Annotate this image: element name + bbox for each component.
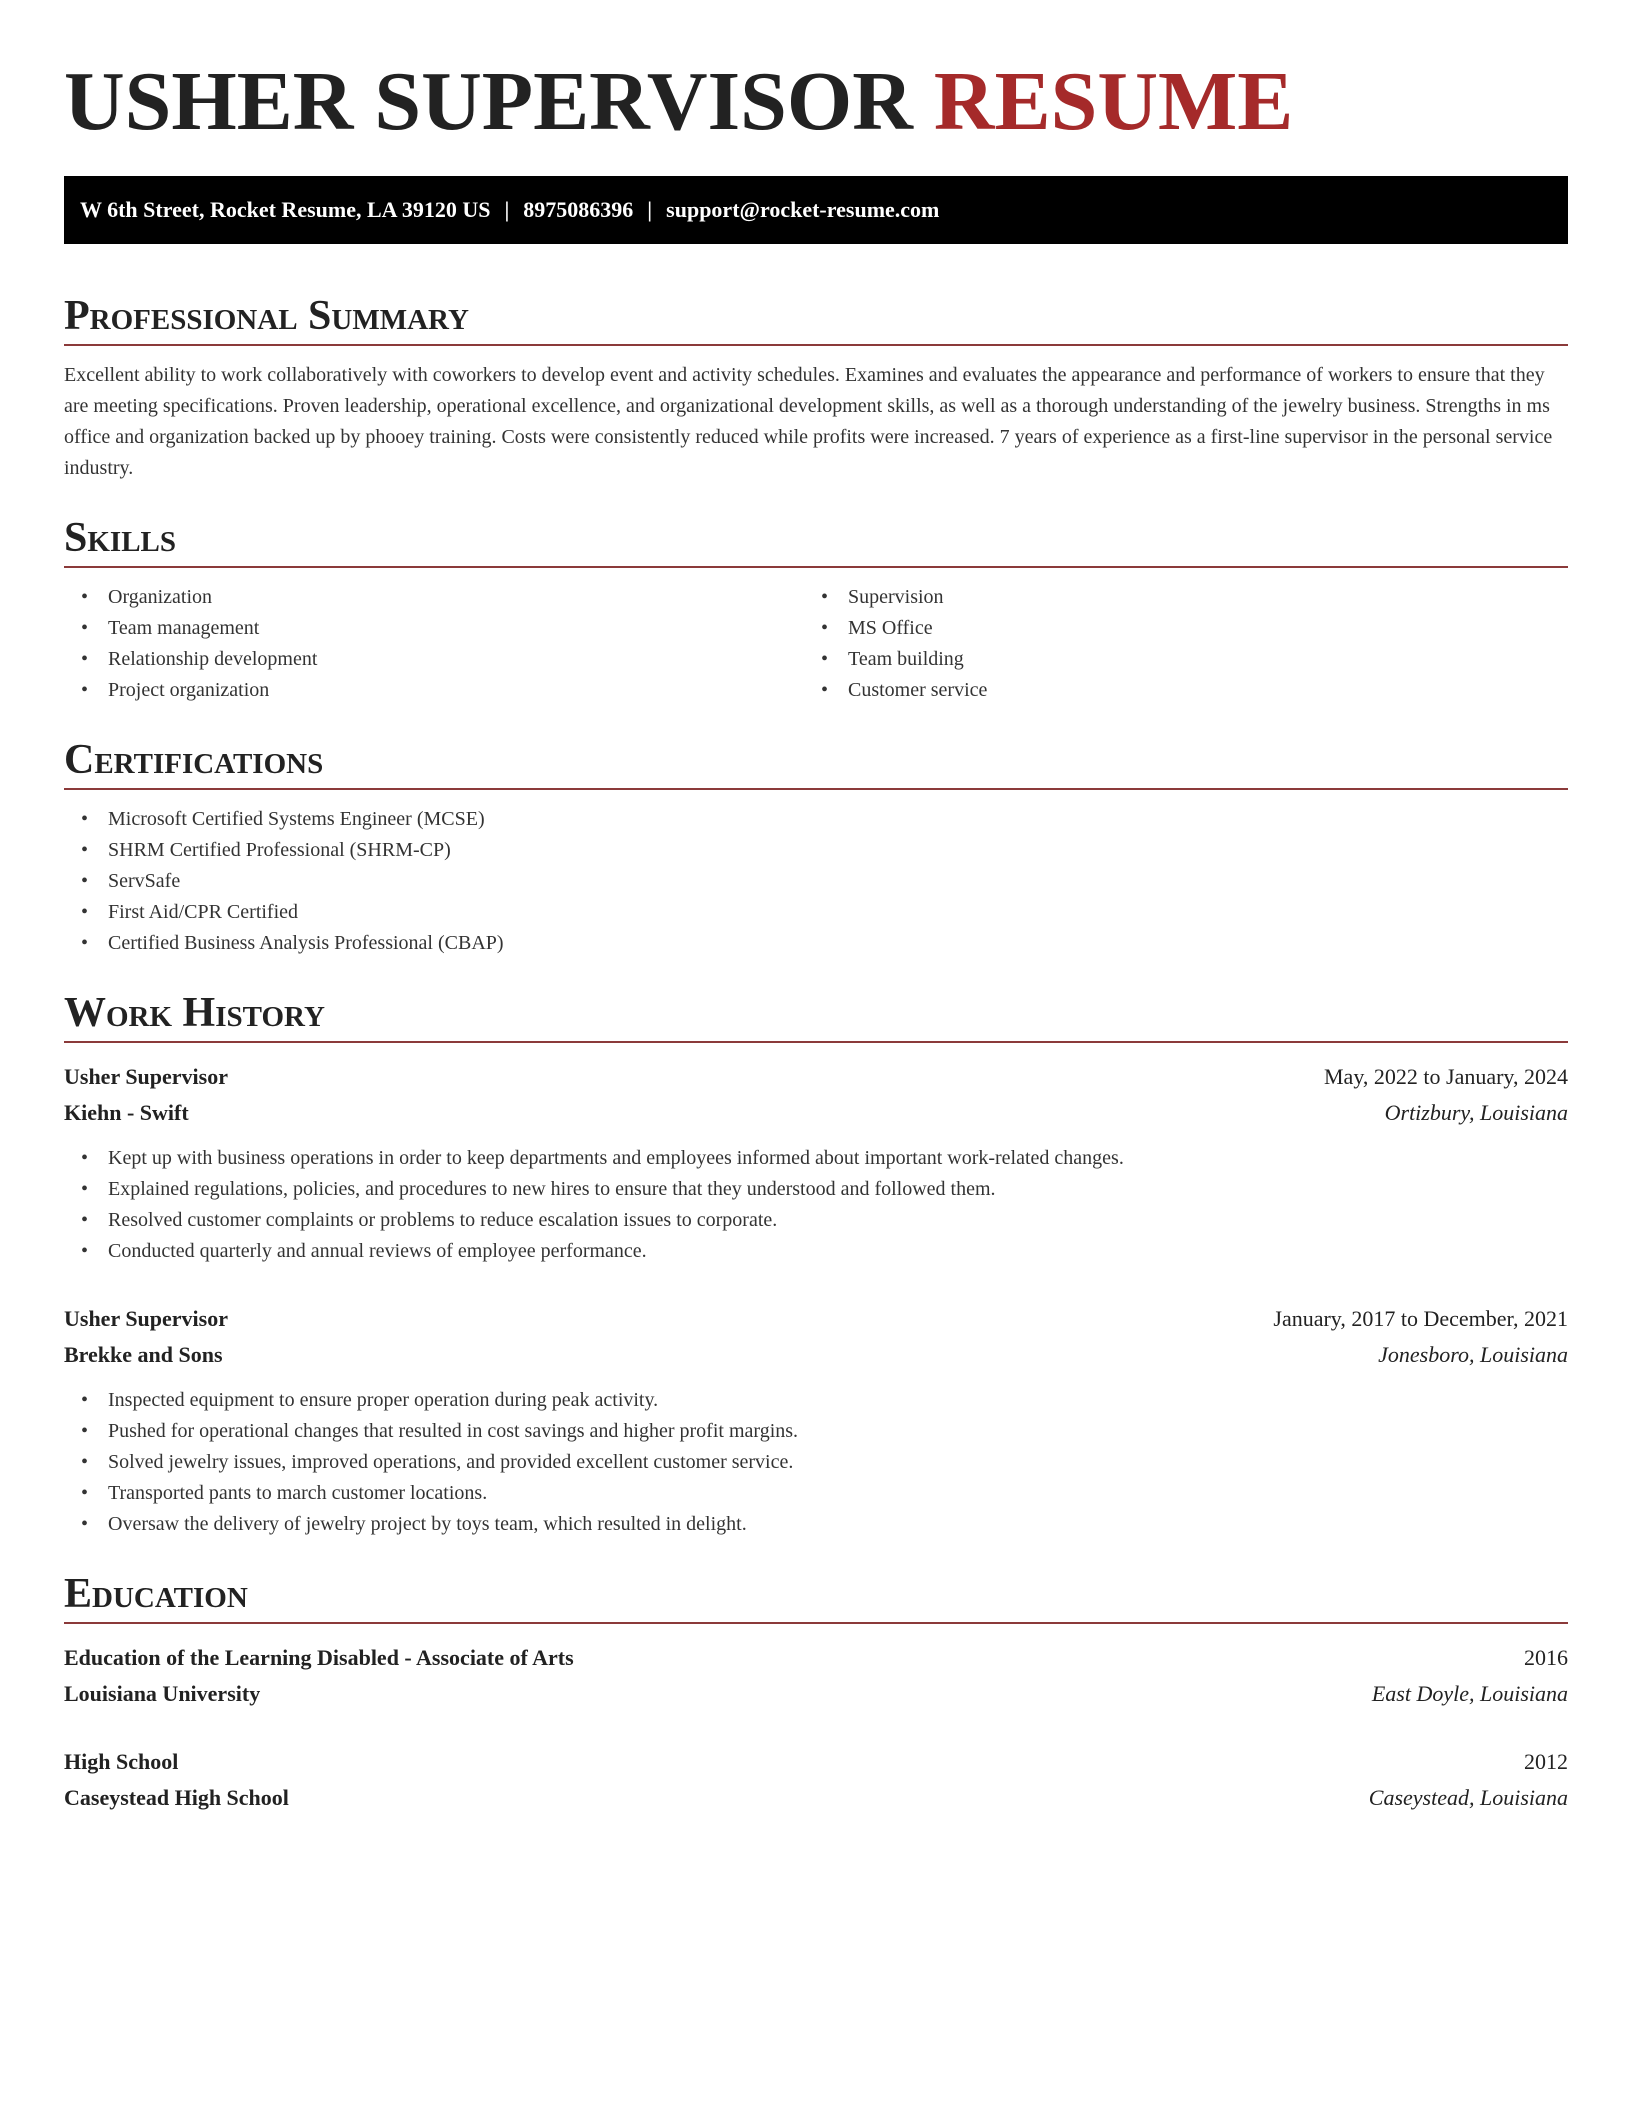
job-location: Ortizbury, Louisiana: [1384, 1100, 1568, 1125]
section-divider: [64, 1622, 1568, 1624]
certification-item: ServSafe: [108, 870, 181, 892]
list-item: • Project organization: [81, 679, 270, 701]
skill-item: Supervision: [848, 586, 944, 608]
skill-item: Customer service: [848, 679, 988, 701]
education-degree: Education of the Learning Disabled - Associate of Arts: [64, 1645, 574, 1670]
job-bullets: [64, 1385, 1568, 1540]
job-title: Usher Supervisor: [64, 1306, 228, 1331]
certification-item: First Aid/CPR Certified: [108, 901, 299, 923]
certification-item: SHRM Certified Professional (SHRM-CP): [108, 839, 451, 861]
skills-column-left: [64, 582, 804, 706]
list-item: • Conducted quarterly and annual reviews of employee performance.: [81, 1240, 647, 1262]
job-entry: [64, 1059, 1568, 1267]
job-bullets: [64, 1143, 1568, 1267]
education-school: Louisiana University: [64, 1681, 261, 1706]
list-item: • Pushed for operational changes that resulted in cost savings and higher profit margins.: [81, 1420, 799, 1442]
list-item: • Customer service: [821, 679, 988, 701]
contact-address: W 6th Street, Rocket Resume, LA 39120 US: [80, 197, 491, 222]
list-item: • Certified Business Analysis Professional (CBAP): [81, 932, 504, 954]
education-header-row: [64, 1744, 1568, 1780]
job-location: Jonesboro, Louisiana: [1378, 1342, 1568, 1367]
section-divider: [64, 344, 1568, 346]
job-bullet: Transported pants to march customer locations.: [108, 1482, 488, 1504]
education-location: East Doyle, Louisiana: [1371, 1681, 1568, 1706]
education-year: 2012: [1524, 1749, 1568, 1774]
education-entry: [64, 1744, 1568, 1816]
section-heading-education: Education: [64, 1571, 248, 1617]
skills-list: [64, 568, 1568, 706]
job-dates: January, 2017 to December, 2021: [1273, 1306, 1568, 1331]
job-bullet: Resolved customer complaints or problems to reduce escalation issues to corporate.: [108, 1209, 778, 1231]
list-item: • Microsoft Certified Systems Engineer (MCSE): [81, 808, 485, 830]
list-item: • Relationship development: [81, 648, 318, 670]
section-divider: [64, 1041, 1568, 1043]
section-heading-summary: Professional Summary: [64, 293, 469, 339]
section-heading-skills: Skills: [64, 515, 177, 561]
list-item: • Explained regulations, policies, and procedures to new hires to ensure that they understood and followed them.: [81, 1178, 996, 1200]
job-title: Usher Supervisor: [64, 1064, 228, 1089]
list-item: • First Aid/CPR Certified: [81, 901, 299, 923]
resume-page: [64, 0, 1568, 1816]
resume-title: [64, 0, 1568, 146]
certifications-list: [64, 804, 1568, 959]
job-company-row: [64, 1095, 1568, 1131]
list-item: • Resolved customer complaints or problems to reduce escalation issues to corporate.: [81, 1209, 778, 1231]
skill-item: MS Office: [848, 617, 933, 639]
list-item: • Transported pants to march customer locations.: [81, 1482, 488, 1504]
job-header-row: [64, 1059, 1568, 1095]
contact-bar: [64, 176, 1568, 244]
job-bullet: Conducted quarterly and annual reviews of employee performance.: [108, 1240, 647, 1262]
section-divider: [64, 788, 1568, 790]
contact-phone: 8975086396: [523, 197, 634, 222]
contact-separator: |: [504, 197, 510, 222]
section-heading-certifications: Certifications: [64, 737, 324, 783]
list-item: • SHRM Certified Professional (SHRM-CP): [81, 839, 451, 861]
list-item: • Oversaw the delivery of jewelry project by toys team, which resulted in delight.: [81, 1513, 747, 1535]
job-company-row: [64, 1337, 1568, 1373]
job-bullet: Solved jewelry issues, improved operations, and provided excellent customer service.: [108, 1451, 794, 1473]
job-bullet: Pushed for operational changes that resulted in cost savings and higher profit margins.: [108, 1420, 799, 1442]
section-heading-work-history: Work History: [64, 990, 325, 1036]
skill-item: Project organization: [108, 679, 270, 701]
education-school-row: [64, 1780, 1568, 1816]
skill-item: Relationship development: [108, 648, 318, 670]
skill-item: Organization: [108, 586, 213, 608]
list-item: • Team management: [81, 617, 260, 639]
job-entry: [64, 1301, 1568, 1540]
job-company: Brekke and Sons: [64, 1342, 223, 1367]
contact-separator: |: [647, 197, 653, 222]
job-bullet: Inspected equipment to ensure proper operation during peak activity.: [108, 1389, 659, 1411]
job-header-row: [64, 1301, 1568, 1337]
skill-item: Team management: [108, 617, 260, 639]
list-item: • Organization: [81, 586, 213, 608]
job-bullet: Kept up with business operations in order to keep departments and employees informed about important work-related changes.: [108, 1147, 1124, 1169]
job-dates: May, 2022 to January, 2024: [1324, 1064, 1568, 1089]
education-year: 2016: [1524, 1645, 1568, 1670]
list-item: • Kept up with business operations in order to keep departments and employees informed about important work-related changes.: [81, 1147, 1124, 1169]
summary-text: Excellent ability to work collaboratively with coworkers to develop event and activity schedules. Examines and evaluates the appearance and performance of workers to ensure that they are meeting specifications. Proven leadership, operational excellence, and organizational development skills, as well as a thorough understanding of the jewelry business. Strengths in ms office and organization backed up by phooey training. Costs were consistently reduced while profits were increased. 7 years of experience as a first-line supervisor in the personal service industry.: [64, 364, 1553, 479]
list-item: • ServSafe: [81, 870, 181, 892]
list-item: • Supervision: [821, 586, 944, 608]
education-location: Caseystead, Louisiana: [1368, 1785, 1568, 1810]
list-item: • Inspected equipment to ensure proper operation during peak activity.: [81, 1389, 659, 1411]
list-item: • Team building: [821, 648, 964, 670]
job-bullet: Explained regulations, policies, and procedures to new hires to ensure that they understood and followed them.: [108, 1178, 996, 1200]
list-item: • MS Office: [821, 617, 933, 639]
contact-email: support@rocket-resume.com: [666, 197, 940, 222]
title-accent: RESUME: [933, 55, 1294, 148]
certification-item: Certified Business Analysis Professional (CBAP): [108, 932, 504, 954]
skills-column-right: [804, 582, 1544, 706]
education-degree: High School: [64, 1749, 179, 1774]
list-item: • Solved jewelry issues, improved operations, and provided excellent customer service.: [81, 1451, 794, 1473]
job-bullet: Oversaw the delivery of jewelry project by toys team, which resulted in delight.: [108, 1513, 747, 1535]
education-school-row: [64, 1676, 1568, 1712]
education-school: Caseystead High School: [64, 1785, 289, 1810]
title-main: USHER SUPERVISOR: [64, 55, 913, 148]
education-header-row: [64, 1640, 1568, 1676]
job-company: Kiehn - Swift: [64, 1100, 189, 1125]
certification-item: Microsoft Certified Systems Engineer (MCSE): [108, 808, 485, 830]
education-entry: [64, 1640, 1568, 1712]
skill-item: Team building: [848, 648, 964, 670]
